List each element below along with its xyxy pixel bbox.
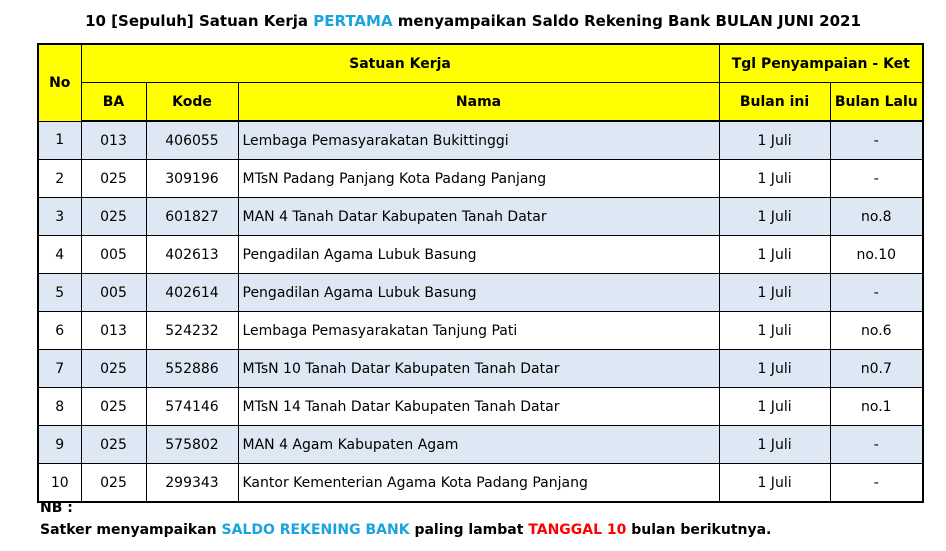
cell-no: 10 <box>38 464 81 503</box>
cell-no: 9 <box>38 426 81 464</box>
cell-ba: 013 <box>81 121 146 160</box>
nb-part1: Satker menyampaikan <box>40 522 222 538</box>
table-row <box>38 312 923 350</box>
cell-bulan-ini: 1 Juli <box>719 464 830 503</box>
cell-ba: 013 <box>81 312 146 350</box>
cell-kode: 402614 <box>146 274 238 312</box>
nb-part5: bulan berikutnya. <box>626 522 772 538</box>
cell-no: 5 <box>38 274 81 312</box>
cell-kode: 402613 <box>146 236 238 274</box>
title-highlight: PERTAMA <box>313 12 393 30</box>
cell-bulan-ini: 1 Juli <box>719 274 830 312</box>
nb-label: NB : <box>40 500 73 516</box>
cell-nama: Kantor Kementerian Agama Kota Padang Panjang <box>238 464 719 503</box>
table-row <box>38 464 923 503</box>
cell-ba: 025 <box>81 388 146 426</box>
header-row-2 <box>38 83 923 122</box>
cell-ba: 025 <box>81 350 146 388</box>
table-row <box>38 388 923 426</box>
cell-bulan-ini: 1 Juli <box>719 198 830 236</box>
cell-bulan-ini: 1 Juli <box>719 312 830 350</box>
header-satuan-kerja: Satuan Kerja <box>81 44 719 83</box>
table-row <box>38 198 923 236</box>
cell-kode: 406055 <box>146 121 238 160</box>
cell-no: 2 <box>38 160 81 198</box>
nb-note <box>40 522 771 538</box>
table-row <box>38 274 923 312</box>
header-kode: Kode <box>146 83 238 122</box>
table-row <box>38 121 923 160</box>
cell-kode: 299343 <box>146 464 238 503</box>
cell-kode: 601827 <box>146 198 238 236</box>
cell-no: 8 <box>38 388 81 426</box>
cell-nama: MTsN 10 Tanah Datar Kabupaten Tanah Datar <box>238 350 719 388</box>
table-row <box>38 236 923 274</box>
cell-bulan-lalu: n0.7 <box>830 350 923 388</box>
cell-ba: 025 <box>81 426 146 464</box>
cell-nama: Lembaga Pemasyarakatan Tanjung Pati <box>238 312 719 350</box>
table-row <box>38 350 923 388</box>
cell-nama: Lembaga Pemasyarakatan Bukittinggi <box>238 121 719 160</box>
cell-bulan-ini: 1 Juli <box>719 121 830 160</box>
header-ba: BA <box>81 83 146 122</box>
cell-no: 6 <box>38 312 81 350</box>
cell-bulan-ini: 1 Juli <box>719 426 830 464</box>
cell-kode: 524232 <box>146 312 238 350</box>
nb-part3: paling lambat <box>409 522 529 538</box>
table-row <box>38 160 923 198</box>
cell-bulan-lalu: no.10 <box>830 236 923 274</box>
cell-nama: MAN 4 Tanah Datar Kabupaten Tanah Datar <box>238 198 719 236</box>
cell-nama: MTsN Padang Panjang Kota Padang Panjang <box>238 160 719 198</box>
nb-part4: TANGGAL 10 <box>528 522 627 538</box>
header-row-1 <box>38 44 923 83</box>
header-tgl-penyampaian: Tgl Penyampaian - Ket <box>719 44 923 83</box>
cell-ba: 025 <box>81 160 146 198</box>
cell-bulan-lalu: - <box>830 121 923 160</box>
cell-bulan-lalu: no.1 <box>830 388 923 426</box>
cell-ba: 005 <box>81 274 146 312</box>
header-bulan-ini: Bulan ini <box>719 83 830 122</box>
cell-bulan-lalu: - <box>830 464 923 503</box>
cell-bulan-ini: 1 Juli <box>719 388 830 426</box>
cell-kode: 574146 <box>146 388 238 426</box>
cell-bulan-ini: 1 Juli <box>719 350 830 388</box>
cell-nama: Pengadilan Agama Lubuk Basung <box>238 236 719 274</box>
cell-nama: MTsN 14 Tanah Datar Kabupaten Tanah Datar <box>238 388 719 426</box>
cell-kode: 309196 <box>146 160 238 198</box>
title-prefix: 10 [Sepuluh] Satuan Kerja <box>85 12 314 30</box>
cell-no: 1 <box>38 121 81 160</box>
header-no: No <box>38 44 81 121</box>
satuan-kerja-table <box>37 43 924 503</box>
cell-kode: 552886 <box>146 350 238 388</box>
nb-part2: SALDO REKENING BANK <box>221 522 410 538</box>
cell-bulan-lalu: no.8 <box>830 198 923 236</box>
cell-no: 4 <box>38 236 81 274</box>
cell-bulan-lalu: - <box>830 160 923 198</box>
cell-ba: 025 <box>81 464 146 503</box>
header-nama: Nama <box>238 83 719 122</box>
page-title <box>0 12 946 30</box>
table-row <box>38 426 923 464</box>
cell-bulan-lalu: - <box>830 426 923 464</box>
cell-nama: Pengadilan Agama Lubuk Basung <box>238 274 719 312</box>
cell-bulan-lalu: - <box>830 274 923 312</box>
table-body <box>38 121 923 502</box>
cell-no: 3 <box>38 198 81 236</box>
cell-bulan-ini: 1 Juli <box>719 160 830 198</box>
cell-ba: 005 <box>81 236 146 274</box>
cell-nama: MAN 4 Agam Kabupaten Agam <box>238 426 719 464</box>
cell-ba: 025 <box>81 198 146 236</box>
title-suffix: menyampaikan Saldo Rekening Bank BULAN JUNI 2021 <box>392 12 861 30</box>
cell-no: 7 <box>38 350 81 388</box>
cell-bulan-lalu: no.6 <box>830 312 923 350</box>
header-bulan-lalu: Bulan Lalu <box>830 83 923 122</box>
cell-kode: 575802 <box>146 426 238 464</box>
cell-bulan-ini: 1 Juli <box>719 236 830 274</box>
